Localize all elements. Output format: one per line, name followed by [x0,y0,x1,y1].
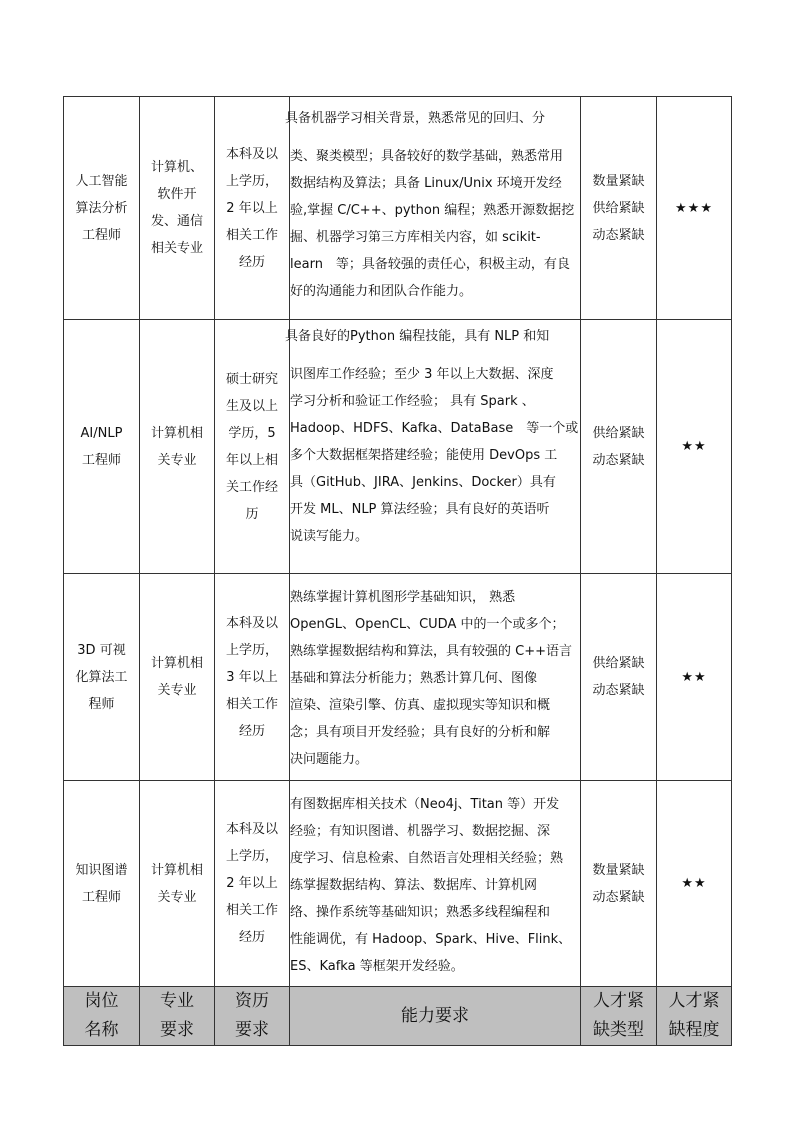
ability-line: 熟练掌握数据结构和算法，具有较强的 C++语言 [290,644,572,659]
position-name-cell [64,574,140,781]
header-line: 名称 [84,1020,119,1040]
header-line: 人才紧 [593,991,644,1011]
ability-line: 基础和算法分析能力；熟悉计算几何、图像 [290,671,538,686]
cell-line: 人工智能 [75,173,128,189]
qualification-cell [215,574,290,781]
header-line: 要求 [235,1020,269,1040]
shortage-degree-stars: ★★ [657,781,732,987]
ability-line: 有图数据库相关技术（Neo4j、Titan 等）开发 [290,797,560,812]
qualification-cell [215,320,290,574]
cell-line: 2 年以上 [226,876,278,891]
cell-line: 关工作经 [225,479,278,495]
shortage-type-cell [581,781,657,987]
major-cell [140,97,215,320]
cell-line: 年以上相 [225,452,278,468]
cell-line: 程师 [88,696,115,712]
cell-line: 计算机相 [150,425,203,441]
cell-line: 动态紧缺 [592,683,645,698]
cell-line: 经历 [238,723,265,739]
header-line: 岗位 [84,991,119,1011]
ability-line [290,350,580,361]
header-shortage-type [581,987,657,1046]
major-cell [140,320,215,574]
cell-line: 发、通信 [150,214,203,229]
position-name-cell [64,781,140,987]
ability-cell [285,320,581,574]
ability-line: 识图库工作经验；至少 3 年以上大数据、深度 [290,367,554,382]
table-row [64,97,732,320]
cell-line: 关专业 [157,683,197,698]
cell-line: 供给紧缺 [592,425,645,441]
cell-line: 相关专业 [150,241,203,256]
ability-line: 度学习、信息检索、自然语言处理相关经验；熟 [290,851,564,866]
ability-line: 渲染、渲染引擎、仿真、虚拟现实等知识和概 [290,698,551,713]
cell-line: 工程师 [81,227,121,243]
ability-line: 练掌握数据结构、算法、数据库、计算机网 [290,878,538,893]
cell-line: 计算机相 [150,862,203,878]
shortage-degree-stars: ★★★ [657,97,732,320]
header-line: 缺程度 [668,1020,720,1040]
cell-line: 数量紧缺 [592,173,645,189]
cell-line: 生及以上 [225,398,278,414]
shortage-type-cell [581,97,657,320]
cell-line: 计算机相 [150,656,203,671]
cell-line: 3D 可视 [77,642,126,658]
table-header-row [64,987,732,1046]
ability-line: 具（GitHub、JIRA、Jenkins、Docker）具有 [290,475,556,490]
cell-line: 化算法工 [75,669,128,685]
cell-line: 上学历， [225,642,278,658]
header-line: 专业 [160,991,194,1011]
header-line: 缺类型 [593,1020,644,1040]
cell-line: 上学历， [225,173,278,189]
cell-line: 相关工作 [225,696,278,712]
header-major [140,987,215,1046]
cell-line: 3 年以上 [226,669,278,685]
cell-line: 本科及以 [225,822,278,837]
ability-cell [290,574,581,781]
header-position-name [64,987,140,1046]
cell-line: 动态紧缺 [592,889,645,905]
cell-line: 动态紧缺 [592,452,645,468]
ability-line: OpenGL、OpenCL、CUDA 中的一个或多个； [290,617,565,632]
cell-line: 供给紧缺 [592,656,645,671]
header-shortage-degree [657,987,732,1046]
major-cell [140,574,215,781]
ability-line: 具备良好的Python 编程技能，具有 NLP 和知 [285,329,550,344]
ability-line: 学习分析和验证工作经验； 具有 Spark 、 [290,394,535,409]
cell-line: 硕士研究 [225,371,278,387]
table-row [64,320,732,574]
ability-line: 念；具有项目开发经验；具有良好的分析和解 [290,725,551,740]
cell-line: 供给紧缺 [592,200,645,216]
ability-line: 说读写能力。 [290,529,369,544]
table-row [64,781,732,987]
cell-line: 2 年以上 [226,200,278,216]
ability-line: learn 等；具备较强的责任心，积极主动，有良 [290,257,570,272]
ability-cell [285,97,581,320]
ability-line: 熟练掌握计算机图形学基础知识， 熟悉 [290,590,516,605]
ability-line: 好的沟通能力和团队合作能力。 [290,284,473,299]
ability-line: 验,掌握 C/C++、python 编程；熟悉开源数据挖 [290,203,575,218]
major-cell [140,781,215,987]
cell-line: 关专业 [157,452,197,468]
header-line: 要求 [160,1020,194,1040]
cell-line: 经历 [238,930,265,945]
ability-line: 具备机器学习相关背景，熟悉常见的回归、分 [285,111,546,126]
cell-line: 动态紧缺 [592,227,645,243]
ability-line: 络、操作系统等基础知识；熟悉多线程编程和 [290,905,551,920]
ability-line: 数据结构及算法；具备 Linux/Unix 环境开发经 [290,176,562,191]
cell-line: AI/NLP [80,425,123,441]
ability-line: ES、Kafka 等框架开发经验。 [290,959,464,974]
cell-line: 本科及以 [225,146,278,162]
ability-line: 性能调优，有 Hadoop、Spark、Hive、Flink、 [290,932,572,947]
shortage-degree-stars: ★★ [657,320,732,574]
ability-line [290,132,580,143]
table-row [64,574,732,781]
cell-line: 本科及以 [225,615,278,631]
cell-line: 关专业 [157,889,197,905]
position-name-cell [64,97,140,320]
ability-cell [290,781,581,987]
header-ability: 能力要求 [290,987,581,1046]
ability-line: 类、聚类模型；具备较好的数学基础，熟悉常用 [290,149,564,164]
position-name-cell [64,320,140,574]
ability-line: 多个大数据框架搭建经验；能使用 DevOps 工 [290,448,558,463]
shortage-degree-stars: ★★ [657,574,732,781]
shortage-type-cell [581,320,657,574]
cell-line: 数量紧缺 [592,862,645,878]
cell-line: 上学历， [225,849,278,864]
cell-line: 历 [245,506,259,522]
cell-line: 软件开 [157,187,197,202]
header-line: 资历 [235,991,269,1011]
cell-line: 学历，5 [228,425,276,441]
cell-line: 工程师 [81,889,121,905]
header-qualification [215,987,290,1046]
qualification-cell [215,97,290,320]
cell-line: 知识图谱 [75,862,128,878]
ability-line: 掘、机器学习第三方库相关内容，如 scikit- [290,230,541,245]
ability-line: 决问题能力。 [290,752,369,767]
shortage-type-cell [581,574,657,781]
cell-line: 相关工作 [225,227,278,243]
cell-line: 经历 [238,254,265,270]
cell-line: 算法分析 [75,200,128,216]
ability-line: 开发 ML、NLP 算法经验；具有良好的英语听 [290,502,550,517]
header-line: 人才紧 [668,991,720,1011]
cell-line: 工程师 [81,452,121,468]
ability-line: 经验；有知识图谱、机器学习、数据挖掘、深 [290,824,551,839]
talent-table [63,96,732,1046]
qualification-cell [215,781,290,987]
cell-line: 计算机、 [150,160,203,175]
cell-line: 相关工作 [225,903,278,918]
ability-line: Hadoop、HDFS、Kafka、DataBase 等一个或 [290,421,579,436]
